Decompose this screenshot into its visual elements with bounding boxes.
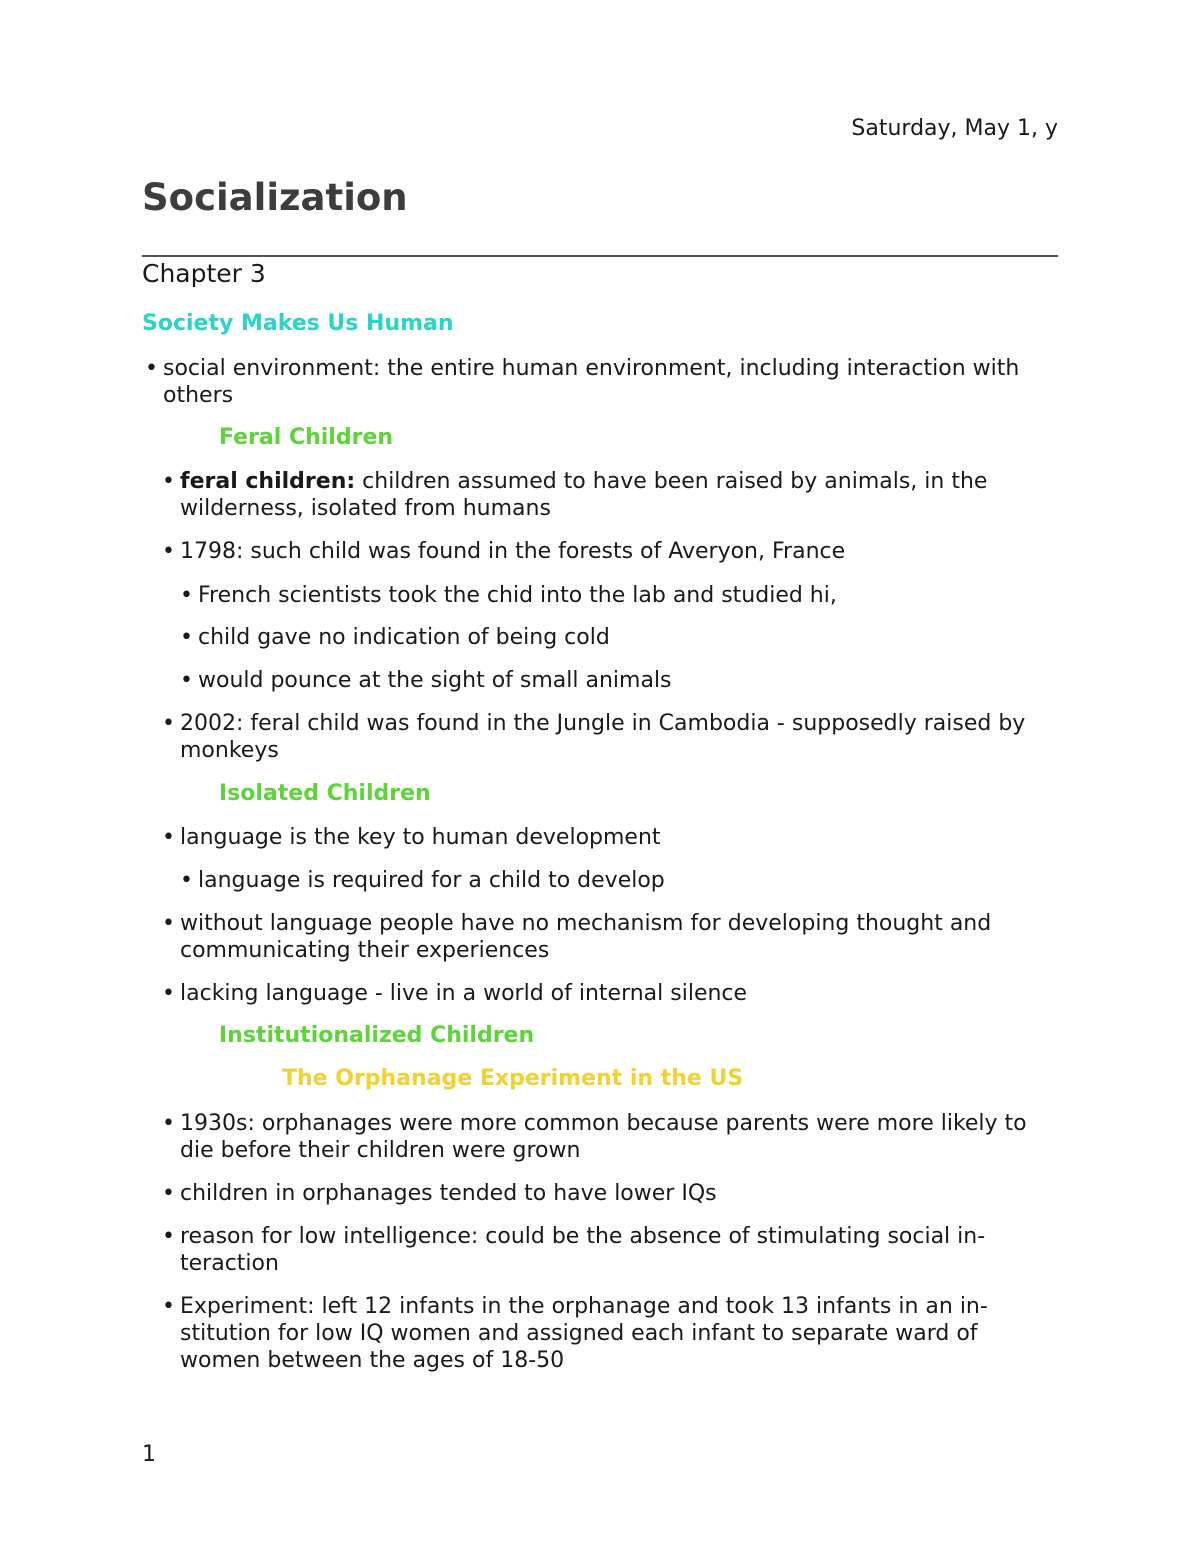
bullet-text: language is required for a child to develop <box>198 868 665 893</box>
bullet-text: children in orphanages tended to have lower IQs <box>180 1181 717 1206</box>
bullet-1930s <box>162 1110 1060 1164</box>
heading-society-makes-us-human: Society Makes Us Human <box>142 311 454 336</box>
bullet-marker: • <box>162 911 175 936</box>
bullet-lower-iqs <box>162 1180 1060 1207</box>
bullet-marker: • <box>162 539 175 564</box>
bullet-feral-children-definition <box>162 468 1060 522</box>
bullet-marker: • <box>145 356 158 381</box>
document-date: Saturday, May 1, y <box>851 116 1058 141</box>
heading-institutionalized-children: Institutionalized Children <box>219 1023 535 1048</box>
bullet-language-key <box>162 824 1060 851</box>
heading-feral-children: Feral Children <box>219 425 394 450</box>
bullet-2002 <box>162 710 1060 764</box>
bullet-without-language <box>162 910 1060 964</box>
bullet-text: social environment: the entire human environment, including interaction with others <box>163 356 1020 408</box>
bullet-1798 <box>162 538 1060 565</box>
bullet-french-scientists <box>180 582 1058 609</box>
bullet-text: children assumed to have been raised by animals, in the wilderness, isolated from humans <box>180 469 988 521</box>
bullet-marker: • <box>162 1111 175 1136</box>
bullet-marker: • <box>162 825 175 850</box>
heading-isolated-children: Isolated Children <box>219 781 431 806</box>
bullet-marker: • <box>162 469 175 494</box>
bullet-text: child gave no indication of being cold <box>198 625 610 650</box>
bullet-term: feral children: <box>180 469 356 494</box>
chapter-heading: Chapter 3 <box>142 259 266 288</box>
bullet-text: 2002: feral child was found in the Jungle in Cambodia - supposedly raised by monkeys <box>180 711 1026 763</box>
bullet-social-environment <box>145 355 1053 409</box>
title-divider <box>142 255 1058 257</box>
bullet-marker: • <box>162 1294 175 1319</box>
document-title: Socialization <box>142 176 408 219</box>
bullet-marker: • <box>162 711 175 736</box>
bullet-text: Experiment: left 12 infants in the orphanage and took 13 infants in an in-stitution for low IQ women and assigned each infant to separate ward of women between the ages of 18-50 <box>180 1294 988 1373</box>
bullet-marker: • <box>180 868 193 893</box>
bullet-no-indication-cold <box>180 624 1058 651</box>
bullet-text: French scientists took the chid into the lab and studied hi, <box>198 583 837 608</box>
bullet-pounce-small-animals <box>180 667 1058 694</box>
bullet-text: lacking language - live in a world of internal silence <box>180 981 748 1006</box>
heading-orphanage-experiment: The Orphanage Experiment in the US <box>282 1066 744 1091</box>
bullet-low-intelligence-reason <box>162 1223 1060 1277</box>
bullet-marker: • <box>162 1181 175 1206</box>
bullet-marker: • <box>180 625 193 650</box>
bullet-language-required <box>180 867 1058 894</box>
bullet-text: reason for low intelligence: could be the absence of stimulating social in-teraction <box>180 1224 986 1276</box>
bullet-marker: • <box>180 668 193 693</box>
bullet-text: 1798: such child was found in the forests of Averyon, France <box>180 539 846 564</box>
bullet-text: 1930s: orphanages were more common because parents were more likely to die before their children were grown <box>180 1111 1027 1163</box>
bullet-text: would pounce at the sight of small animals <box>198 668 672 693</box>
bullet-marker: • <box>162 1224 175 1249</box>
bullet-experiment <box>162 1293 1060 1374</box>
bullet-marker: • <box>180 583 193 608</box>
bullet-text: language is the key to human development <box>180 825 661 850</box>
bullet-text: without language people have no mechanism for developing thought and communicating their experiences <box>180 911 992 963</box>
bullet-lacking-language <box>162 980 1060 1007</box>
page-number: 1 <box>142 1442 156 1467</box>
bullet-marker: • <box>162 981 175 1006</box>
